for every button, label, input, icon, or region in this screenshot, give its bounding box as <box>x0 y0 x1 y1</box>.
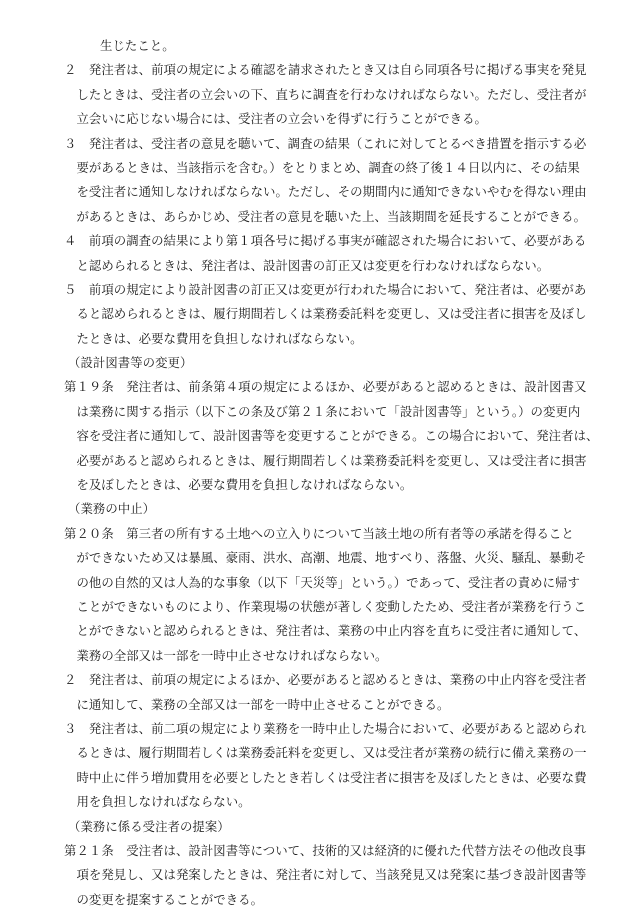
article-19 <box>64 375 599 497</box>
text-line: と認められるときは、発注者は、設計図書の訂正又は変更を行わなければならない。 <box>64 257 550 273</box>
text-line: たときは、必要な費用を負担しなければならない。 <box>64 330 363 346</box>
text-line: を及ぼしたときは、必要な費用を負担しなければならない。 <box>64 477 413 493</box>
text-line: ４ 前項の調査の結果により第１項各号に掲げる事実が確認された場合において、必要がある <box>64 233 587 249</box>
text-line: るときは、履行期間若しくは業務委託料を変更し、又は受注者が業務の続行に備え業務の一 <box>64 745 587 761</box>
text-line: があるときは、あらかじめ、受注者の意見を聴いた上、当該期間を延長することができる。 <box>64 208 587 224</box>
text-line: に通知して、業務の全部又は一部を一時中止させることができる。 <box>64 696 450 712</box>
article-21 <box>64 839 590 912</box>
text-line: 必要があると認められるときは、履行期間若しくは業務委託料を変更し、又は受注者に損害 <box>64 452 587 468</box>
text-line: は業務に関する指示（以下この条及び第２１条において「設計図書等」という。）の変更内 <box>64 403 581 419</box>
text-line: 項を発見し、又は発案したときは、発注者に対して、当該発見又は発案に基づき設計図書等 <box>64 867 587 883</box>
text-line: ２ 発注者は、前項の規定による確認を請求されたとき又は自ら同項各号に掲げる事実を発見 <box>64 62 587 78</box>
text-line: 立会いに応じない場合には、受注者の立会いを得ずに行うことができる。 <box>64 111 487 127</box>
text-line: ３ 発注者は、前二項の規定により業務を一時中止した場合において、必要があると認められ <box>64 720 587 736</box>
paragraph-item-4 <box>64 229 590 278</box>
text-line: の変更を提案することができる。 <box>64 891 264 907</box>
text-line: 容を受注者に通知して、設計図書等を変更することができる。この場合において、発注者は、 <box>64 428 599 444</box>
text-line: 業務の全部又は一部を一時中止させなければならない。 <box>64 647 388 663</box>
text-line: ると認められるときは、履行期間若しくは業務委託料を変更し、又は受注者に損害を及ぼし <box>64 306 587 322</box>
text-line: ３ 発注者は、受注者の意見を聴いて、調査の結果（これに対してとるべき措置を指示する必 <box>64 135 587 151</box>
paragraph-continuation <box>64 34 590 58</box>
text-line: ができないため又は暴風、豪雨、洪水、高潮、地震、地すべり、落盤、火災、騒乱、暴動そ <box>64 550 587 566</box>
text-line: 第２０条 第三者の所有する土地への立入りについて当該土地の所有者等の承諾を得ること <box>64 525 574 541</box>
text-line: したときは、受注者の立会いの下、直ちに調査を行わなければならない。ただし、受注者が <box>64 86 587 102</box>
article-20-item-2 <box>64 668 590 717</box>
text-line: ２ 発注者は、前項の規定によるほか、必要があると認めるときは、業務の中止内容を受注者 <box>64 672 587 688</box>
article-heading-19: （設計図書等の変更） <box>68 355 193 371</box>
text-line: 時中止に伴う増加費用を必要としたとき若しくは受注者に損害を及ぼしたときは、必要な費 <box>64 769 587 785</box>
article-heading-20: （業務の中止） <box>68 501 156 517</box>
article-20 <box>64 522 590 668</box>
text-line: 第１９条 発注者は、前条第４項の規定によるほか、必要があると認めるときは、設計図書又 <box>64 379 587 395</box>
text-line: 第２１条 受注者は、設計図書等について、技術的又は経済的に優れた代替方法その他改良事 <box>64 842 587 858</box>
paragraph-item-3 <box>64 132 590 230</box>
text-line: 用を負担しなければならない。 <box>64 794 251 810</box>
text-line: ことができないものにより、作業現場の状態が著しく変動したため、受注者が業務を行うこ <box>64 598 587 614</box>
article-heading-21: （業務に係る受注者の提案） <box>68 818 230 834</box>
article-20-item-3 <box>64 717 590 815</box>
paragraph-item-2 <box>64 58 590 131</box>
paragraph-item-5 <box>64 278 590 351</box>
text-line: の他の自然的又は人為的な事象（以下「天災等」という。）であって、受注者の責めに帰す <box>64 574 580 590</box>
text-line: 生じたこと。 <box>100 38 175 53</box>
text-line: とができないと認められるときは、発注者は、業務の中止内容を直ちに受注者に通知して、 <box>64 623 587 639</box>
text-line: ５ 前項の規定により設計図書の訂正又は変更が行われた場合において、発注者は、必要があ <box>64 281 587 297</box>
text-line: 要があるときは、当該指示を含む。）をとりまとめ、調査の終了後１４日以内に、その結果 <box>64 159 580 175</box>
text-line: を受注者に通知しなければならない。ただし、その期間内に通知できないやむを得ない理由 <box>64 184 587 200</box>
